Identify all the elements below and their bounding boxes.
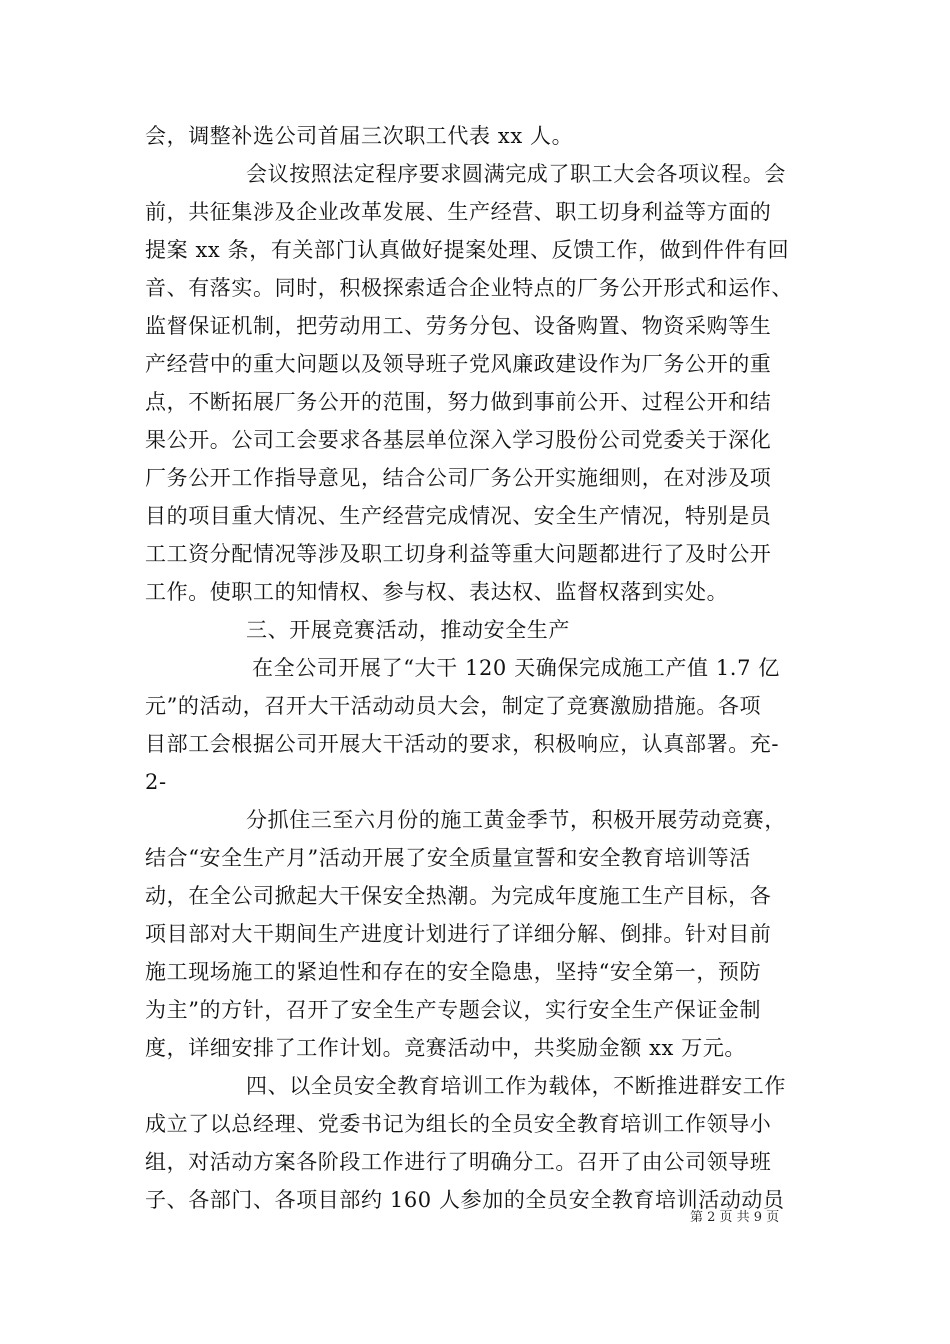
text-line: 为主”的方针，召开了安全生产专题会议，实行安全生产保证金制: [145, 998, 762, 1022]
text-line: 果公开。公司工会要求各基层单位深入学习股份公司党委关于深化: [145, 428, 772, 452]
text-line: 元”的活动，召开大干活动动员大会，制定了竞赛激励措施。各项: [145, 694, 762, 718]
text-line: 成立了以总经理、党委书记为组长的全员安全教育培训工作领导小: [145, 1112, 772, 1136]
text-line: 目的项目重大情况、生产经营完成情况、安全生产情况，特别是员: [145, 504, 772, 528]
text-line: 点，不断拓展厂务公开的范围，努力做到事前公开、过程公开和结: [145, 390, 772, 414]
text-line: 结合“安全生产月”活动开展了安全质量宣誓和安全教育培训等活: [145, 846, 751, 870]
paragraph-first-line: 在全公司开展了“大干 120 天确保完成施工产值 1.7 亿: [252, 656, 780, 680]
section-heading: 三、开展竞赛活动，推动安全生产: [246, 618, 570, 642]
text-line: 厂务公开工作指导意见，结合公司厂务公开实施细则，在对涉及项: [145, 466, 772, 490]
paragraph-first-line: 会议按照法定程序要求圆满完成了职工大会各项议程。会: [246, 162, 786, 186]
text-line: 工作。使职工的知情权、参与权、表达权、监督权落到实处。: [145, 580, 729, 604]
text-line: 项目部对大干期间生产进度计划进行了详细分解、倒排。针对目前: [145, 922, 772, 946]
text-line: 前，共征集涉及企业改革发展、生产经营、职工切身利益等方面的: [145, 200, 772, 224]
text-line: 目部工会根据公司开展大干活动的要求，积极响应，认真部署。充-: [145, 732, 780, 756]
text-line: 组，对活动方案各阶段工作进行了明确分工。召开了由公司领导班: [145, 1150, 772, 1174]
text-line: 工工资分配情况等涉及职工切身利益等重大问题都进行了及时公开: [145, 542, 772, 566]
text-line: 施工现场施工的紧迫性和存在的安全隐患，坚持“安全第一，预防: [145, 960, 762, 984]
text-line: 会，调整补选公司首届三次职工代表 xx 人。: [145, 124, 574, 148]
text-line: 度，详细安排了工作计划。竞赛活动中，共奖励金额 xx 万元。: [145, 1036, 747, 1060]
text-line: 子、各部门、各项目部约 160 人参加的全员安全教育培训活动动员: [145, 1188, 785, 1212]
text-line: 动，在全公司掀起大干保安全热潮。为完成年度施工生产目标，各: [145, 884, 772, 908]
text-line: 产经营中的重大问题以及领导班子党风廉政建设作为厂务公开的重: [145, 352, 772, 376]
text-line: 监督保证机制，把劳动用工、劳务分包、设备购置、物资采购等生: [145, 314, 772, 338]
section-heading: 四、以全员安全教育培训工作为载体，不断推进群安工作: [246, 1074, 786, 1098]
text-line: 提案 xx 条，有关部门认真做好提案处理、反馈工作，做到件件有回: [145, 238, 790, 262]
paragraph-first-line: 分抓住三至六月份的施工黄金季节，积极开展劳动竞赛，: [246, 808, 786, 832]
text-line: 2-: [145, 770, 167, 794]
page-number: 第 2 页 共 9 页: [690, 1210, 780, 1225]
text-line: 音、有落实。同时，积极探索适合企业特点的厂务公开形式和运作、: [145, 276, 793, 300]
